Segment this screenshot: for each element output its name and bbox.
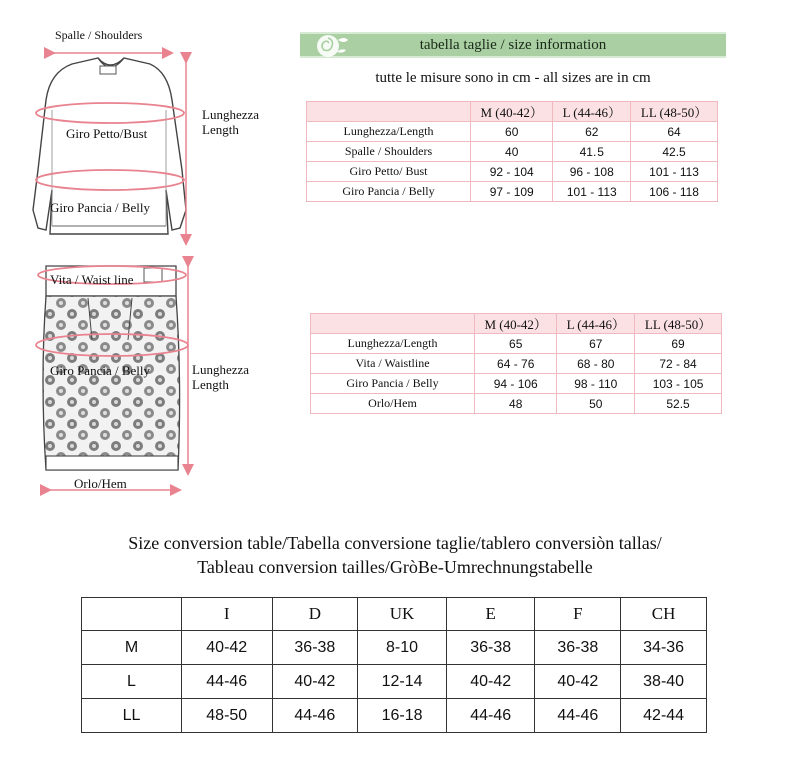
table-cell: 8-10	[358, 631, 447, 665]
table-row	[307, 162, 718, 182]
skirt-belly-label: Giro Pancia / Belly	[50, 363, 151, 378]
row-label: L	[82, 665, 182, 699]
table-cell: 103 - 105	[635, 374, 722, 394]
table-cell: 48	[475, 394, 557, 414]
table-cell: 62	[553, 122, 631, 142]
table-row	[311, 374, 722, 394]
table-cell: 40	[471, 142, 553, 162]
table-cell: 64	[631, 122, 718, 142]
table-header-row	[82, 598, 707, 631]
shoulders-label: Spalle / Shoulders	[55, 28, 143, 42]
row-label: Giro Pancia / Belly	[307, 182, 471, 202]
table-cell: 38-40	[621, 665, 707, 699]
header-cell	[82, 598, 182, 631]
row-label: Orlo/Hem	[311, 394, 475, 414]
skirt-waist-label: Vita / Waist line	[50, 272, 134, 287]
table-cell: 52.5	[635, 394, 722, 414]
header-cell: D	[272, 598, 358, 631]
table-cell: 34-36	[621, 631, 707, 665]
top-length-label-it: Lunghezza	[202, 107, 260, 122]
table-cell: 42-44	[621, 699, 707, 733]
size-info-subtitle: tutte le misure sono in cm - all sizes are in cm	[375, 70, 651, 86]
table-cell: 44-46	[535, 699, 621, 733]
table-cell: 94 - 106	[475, 374, 557, 394]
table-cell: 68 - 80	[557, 354, 635, 374]
header-cell: LL (48-50）	[635, 314, 722, 334]
table-cell: 106 - 118	[631, 182, 718, 202]
table-row	[82, 665, 707, 699]
table-cell: 67	[557, 334, 635, 354]
table-cell: 44-46	[272, 699, 358, 733]
row-label: Giro Pancia / Belly	[311, 374, 475, 394]
header-cell: E	[446, 598, 535, 631]
table-cell: 36-38	[446, 631, 535, 665]
table-cell: 50	[557, 394, 635, 414]
table-cell: 44-46	[446, 699, 535, 733]
table-cell: 40-42	[535, 665, 621, 699]
table-cell: 12-14	[358, 665, 447, 699]
table-row	[311, 354, 722, 374]
top-bust-label: Giro Petto/Bust	[66, 126, 148, 141]
table-header-row	[307, 102, 718, 122]
header-cell: UK	[358, 598, 447, 631]
header-cell	[311, 314, 475, 334]
table-cell: 64 - 76	[475, 354, 557, 374]
table-row	[82, 699, 707, 733]
table-cell: 97 - 109	[471, 182, 553, 202]
top-length-label-en: Length	[202, 122, 239, 137]
table-cell: 48-50	[181, 699, 272, 733]
table-cell: 98 - 110	[557, 374, 635, 394]
conversion-title-line1: Size conversion table/Tabella conversione taglie/tablero conversiòn tallas/	[128, 533, 662, 553]
table-cell: 65	[475, 334, 557, 354]
table-cell: 40-42	[272, 665, 358, 699]
table-header-row	[311, 314, 722, 334]
header-cell: I	[181, 598, 272, 631]
conversion-title-line2: Tableau conversion tailles/GròBe-Umrechnungstabelle	[197, 557, 593, 577]
table-cell: 69	[635, 334, 722, 354]
table-cell: 60	[471, 122, 553, 142]
table-row	[307, 122, 718, 142]
table-cell: 36-38	[535, 631, 621, 665]
top-belly-label: Giro Pancia / Belly	[50, 200, 151, 215]
header-cell: M (40-42）	[471, 102, 553, 122]
table-cell: 92 - 104	[471, 162, 553, 182]
header-cell: L (44-46）	[553, 102, 631, 122]
table-cell: 96 - 108	[553, 162, 631, 182]
header-cell: M (40-42）	[475, 314, 557, 334]
table-row	[311, 334, 722, 354]
row-label: M	[82, 631, 182, 665]
header-cell: F	[535, 598, 621, 631]
row-label: Spalle / Shoulders	[307, 142, 471, 162]
skirt-length-label-it: Lunghezza	[192, 362, 250, 377]
size-info-header-band	[300, 32, 726, 58]
top-size-table	[306, 101, 718, 202]
skirt-hem-label: Orlo/Hem	[74, 476, 127, 491]
skirt-length-label-en: Length	[192, 377, 229, 392]
header-cell: L (44-46）	[557, 314, 635, 334]
table-cell: 40-42	[181, 631, 272, 665]
size-info-title: tabella taglie / size information	[419, 37, 607, 53]
skirt-size-table	[310, 313, 722, 414]
row-label: Lunghezza/Length	[311, 334, 475, 354]
header-cell: CH	[621, 598, 707, 631]
table-cell: 40-42	[446, 665, 535, 699]
table-cell: 36-38	[272, 631, 358, 665]
table-cell: 41. 5	[553, 142, 631, 162]
table-row	[307, 142, 718, 162]
conversion-table	[81, 597, 707, 733]
row-label: LL	[82, 699, 182, 733]
row-label: Lunghezza/Length	[307, 122, 471, 142]
table-cell: 101 - 113	[553, 182, 631, 202]
row-label: Vita / Waistline	[311, 354, 475, 374]
table-cell: 72 - 84	[635, 354, 722, 374]
header-cell	[307, 102, 471, 122]
table-row	[307, 182, 718, 202]
header-cell: LL (48-50）	[631, 102, 718, 122]
table-cell: 44-46	[181, 665, 272, 699]
table-row	[311, 394, 722, 414]
row-label: Giro Petto/ Bust	[307, 162, 471, 182]
table-cell: 101 - 113	[631, 162, 718, 182]
table-cell: 42.5	[631, 142, 718, 162]
table-cell: 16-18	[358, 699, 447, 733]
table-row	[82, 631, 707, 665]
